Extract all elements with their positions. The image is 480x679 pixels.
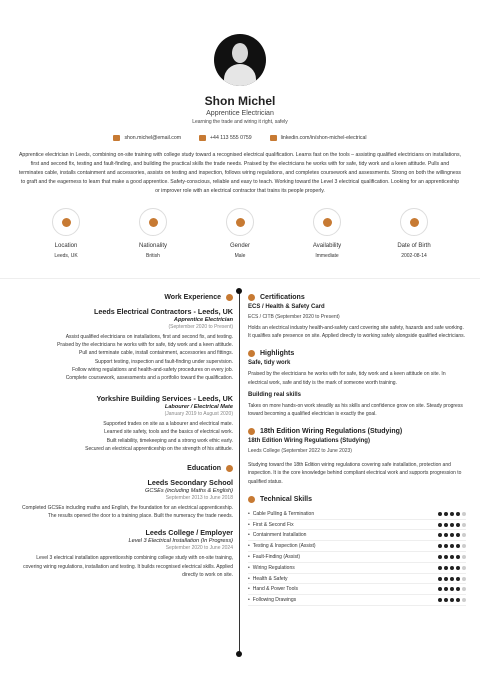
fact-location: Location Leeds, UK [30,208,102,259]
contact-linkedin[interactable]: linkedin.com/in/shon-michel-electrical [270,135,367,141]
skill-name: • Hand & Power Tools [248,586,298,592]
certification-issuer: ECS / CITB (September 2020 to Present) [248,314,340,320]
rating-dot [438,577,442,581]
timeline-start-dot [236,288,242,294]
rating-dot [450,566,454,570]
skill-rating [438,577,466,581]
job-dates: (September 2020 to Present) [168,324,233,330]
wiring-course-name: 18th Edition Wiring Regulations (Studying) [248,438,370,445]
skill-name: • Cable Pulling & Termination [248,511,314,517]
rating-dot [456,577,460,581]
candidate-tagline: Learning the trade and wiring it right, safely [192,119,288,125]
rating-dot [438,533,442,537]
skill-name: • Testing & Inspection (Assist) [248,543,316,549]
rating-dot [462,577,466,581]
skill-name: • Fault-Finding (Assist) [248,554,300,560]
rating-dot [462,533,466,537]
fact-availability: Availability Immediate [291,208,363,259]
fact-gender: Gender Male [204,208,276,259]
cake-icon [410,218,419,227]
linkedin-icon [270,135,277,141]
job-duties: Assist qualified electricians on installations, first and second fix, and testing. Praised by the electricians he works with for safe, tidy work and a keen attitude. Pull and terminate cable, install containment, accessories and fittings. Support testing, inspection and fault-finding under supervision. Follow wiring regulations and health-and-safety procedures on every job. Complete coursework, assessments and a portfolio toward the qualification. [57,334,233,382]
work-experience-heading: Work Experience [18,294,233,301]
certificate-icon [248,294,255,301]
skill-row [248,509,466,520]
skill-rating [438,587,466,591]
certification-description: Holds an electrical industry health-and-safety card covering site safety, hazards and safe working. It qualifies safe presence on site. Applied directly to working safely alongside qualified electricians. [248,325,466,340]
rating-dot [462,523,466,527]
skill-rating [438,544,466,548]
rating-dot [450,555,454,559]
rating-dot [456,533,460,537]
rating-dot [450,577,454,581]
rating-dot [456,512,460,516]
rating-dot [456,544,460,548]
skill-row [248,595,466,606]
wiring-course-provider: Leeds College (September 2022 to June 2023) [248,448,352,455]
contact-bar [0,135,480,141]
rating-dot [438,544,442,548]
award-icon [248,496,255,503]
skill-row [248,520,466,531]
highlights-heading: Highlights [248,350,466,357]
highlight-title: Safe, tidy work [248,360,291,367]
rating-dot [438,587,442,591]
highlight-text: Praised by the electricians he works with for safe, tidy work and a keen attitude on site. In electrical work, safe and tidy is the mark of someone worth training. [248,371,446,386]
skill-rating [438,533,466,537]
skill-row [248,584,466,595]
rating-dot [444,544,448,548]
certification-name: ECS / Health & Safety Card [248,304,325,310]
rating-dot [456,523,460,527]
rating-dot [444,533,448,537]
timeline-line [239,290,240,652]
rating-dot [450,523,454,527]
section-divider [0,278,480,279]
school-description: Completed GCSEs including maths and English, the foundation for an electrical apprenticeship. The results opened the door to a training place. Built the numeracy the trade needs. [22,505,233,520]
highlight-text: Takes on more hands-on work steadily as his skills and confidence grow on site. Steady progress toward becoming a qualified electrician is exactly the goal. [248,402,463,418]
rating-dot [444,566,448,570]
skill-name: • Health & Safety [248,576,288,582]
job-position: Labourer / Electrical Mate [164,404,233,411]
school-qualification: GCSEs (including Maths & English) [145,488,233,495]
school-dates: September 2020 to June 2024 [165,545,233,552]
profile-summary: Apprentice electrician in Leeds, combining on-site training with college study toward a recognised electrical qualification. Learns fast on the tools – assisting qualified electricians on installations, first and second fix, testing and fault-finding, and building the practical skills the trade needs. Praised by the electricians he works with for safe, tidy work and a keen attitude. Pulls and terminates cable, installs containment and accessories, assists on testing and inspection, follows wiring regulations, and completes coursework and assessments. Strong on both the willingness to graft and the eagerness to learn that make a good apprentice. Safety-conscious, reliable and easy to teach. Working toward the Level 3 electrical qualification. Looking for an apprenticeship or improver role with an electrical contractor that trains its people properly. [18,152,462,194]
skill-row [248,530,466,541]
wiring-course-description: Studying toward the 18th Edition wiring regulations covering safe installation, protection and inspection. It is the core knowledge behind compliant electrical work and supports progression to qualified status. [248,462,462,485]
job-company: Leeds Electrical Contractors - Leeds, UK [93,307,233,316]
skill-name: • First & Second Fix [248,522,294,528]
rating-dot [438,555,442,559]
briefcase-icon [226,294,233,301]
rating-dot [450,544,454,548]
rating-dot [456,587,460,591]
education-heading: Education [18,465,233,472]
highlight-title: Building real skills [248,391,302,398]
rating-dot [438,566,442,570]
school-name: Leeds College / Employer [145,528,233,538]
rating-dot [462,598,466,602]
skill-rating [438,555,466,559]
personal-facts [30,208,450,259]
skill-row [248,541,466,552]
right-column [248,294,466,606]
location-icon [62,218,71,227]
school-qualification: Level 3 Electrical Installation (In Progress) [128,538,233,545]
profile-photo [214,34,266,86]
rating-dot [450,587,454,591]
certifications-heading: Certifications [248,294,466,301]
school-description: Level 3 electrical installation apprenticeship combining college study with on-site training, covering wiring regulations, installation and testing. It builds recognised electrical skills. Applied directly to work on site. [23,555,233,578]
rating-dot [456,555,460,559]
skill-rating [438,512,466,516]
timeline-end-dot [236,651,242,657]
skill-rating [438,523,466,527]
rating-dot [462,512,466,516]
contact-email[interactable]: shon.michel@email.com [113,135,181,141]
calendar-icon [323,218,332,227]
rating-dot [462,566,466,570]
skill-row [248,574,466,585]
job-company: Yorkshire Building Services - Leeds, UK [96,394,233,404]
rating-dot [462,544,466,548]
person-icon [236,218,245,227]
rating-dot [450,598,454,602]
rating-dot [444,555,448,559]
contact-phone[interactable]: +44 113 555 0759 [199,135,252,141]
candidate-role: Apprentice Electrician [206,110,274,117]
skill-row [248,563,466,574]
rating-dot [456,566,460,570]
candidate-name: Shon Michel [204,94,276,108]
fact-nationality: Nationality British [117,208,189,259]
rating-dot [462,555,466,559]
rating-dot [438,598,442,602]
skill-row [248,552,466,563]
book-icon [248,428,255,435]
skills-list [248,509,466,606]
fact-dob: Date of Birth 2002-08-14 [378,208,450,259]
rating-dot [444,577,448,581]
skill-name: • Containment Installation [248,532,306,538]
rating-dot [450,533,454,537]
rating-dot [444,523,448,527]
rating-dot [450,512,454,516]
job-dates: (January 2019 to August 2020) [164,411,233,418]
phone-icon [199,135,206,141]
skill-name: • Following Drawings [248,597,296,603]
rating-dot [444,587,448,591]
rating-dot [456,598,460,602]
star-icon [248,350,255,357]
graduation-cap-icon [226,465,233,472]
rating-dot [438,512,442,516]
rating-dot [444,598,448,602]
technical-skills-heading: Technical Skills [248,496,466,503]
school-dates: September 2013 to June 2018 [165,495,233,502]
skill-rating [438,598,466,602]
job-position: Apprentice Electrician [173,317,233,323]
skill-rating [438,566,466,570]
job-duties: Supported trades on site as a labourer and electrical mate. Learned site safety, tools and the basics of electrical work. Built reliability, timekeeping and a strong work ethic early. Secured an electrical apprenticeship on the strength of his attitude. [85,421,233,452]
rating-dot [438,523,442,527]
resume-header [0,0,480,141]
rating-dot [462,587,466,591]
rating-dot [444,512,448,516]
wiring-regulations-heading: 18th Edition Wiring Regulations (Studying) [248,428,466,435]
skill-name: • Wiring Regulations [248,565,295,571]
left-column [18,294,233,579]
school-name: Leeds Secondary School [147,478,233,488]
flag-icon [149,218,158,227]
email-icon [113,135,120,141]
